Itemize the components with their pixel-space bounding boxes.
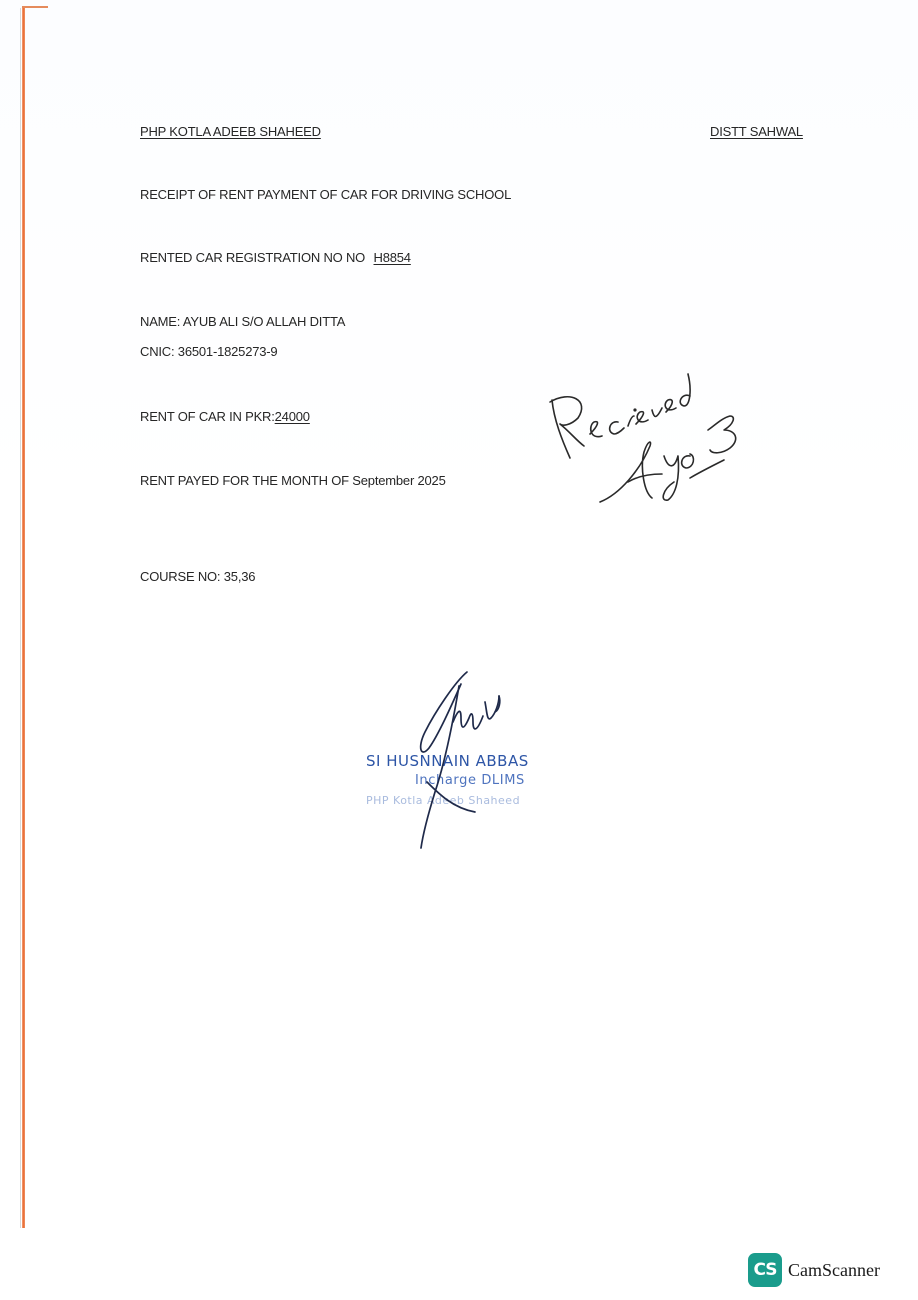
officer-signature-icon (395, 662, 515, 852)
camscanner-logo-icon: CS (748, 1253, 782, 1287)
received-signature-icon (540, 360, 760, 520)
stamp-name: SI HUSNNAIN ABBAS (366, 752, 529, 770)
course-line: COURSE NO: 35,36 (140, 569, 256, 584)
stamp-title: Incharge DLIMS (415, 773, 525, 788)
rent-label: RENT OF CAR IN PKR: (140, 409, 275, 424)
rent-line (140, 409, 310, 424)
registration-line (140, 250, 411, 265)
registration-value: H8854 (373, 250, 411, 265)
scan-edge-orange (22, 6, 25, 1228)
stamp-location: PHP Kotla Adeeb Shaheed (366, 794, 521, 807)
header-right: DISTT SAHWAL (710, 124, 803, 139)
cnic-line: CNIC: 36501-1825273-9 (140, 344, 278, 359)
camscanner-watermark (748, 1252, 880, 1288)
scan-edge-corner (22, 6, 48, 8)
registration-label: RENTED CAR REGISTRATION NO NO (140, 250, 366, 265)
name-line: NAME: AYUB ALI S/O ALLAH DITTA (140, 314, 346, 329)
header-left: PHP KOTLA ADEEB SHAHEED (140, 124, 321, 139)
month-line: RENT PAYED FOR THE MONTH OF September 2025 (140, 473, 446, 488)
scan-edge-shadow (20, 8, 21, 1228)
rent-value: 24000 (274, 409, 310, 424)
receipt-title: RECEIPT OF RENT PAYMENT OF CAR FOR DRIVING SCHOOL (140, 187, 512, 202)
camscanner-name: CamScanner (788, 1259, 880, 1280)
